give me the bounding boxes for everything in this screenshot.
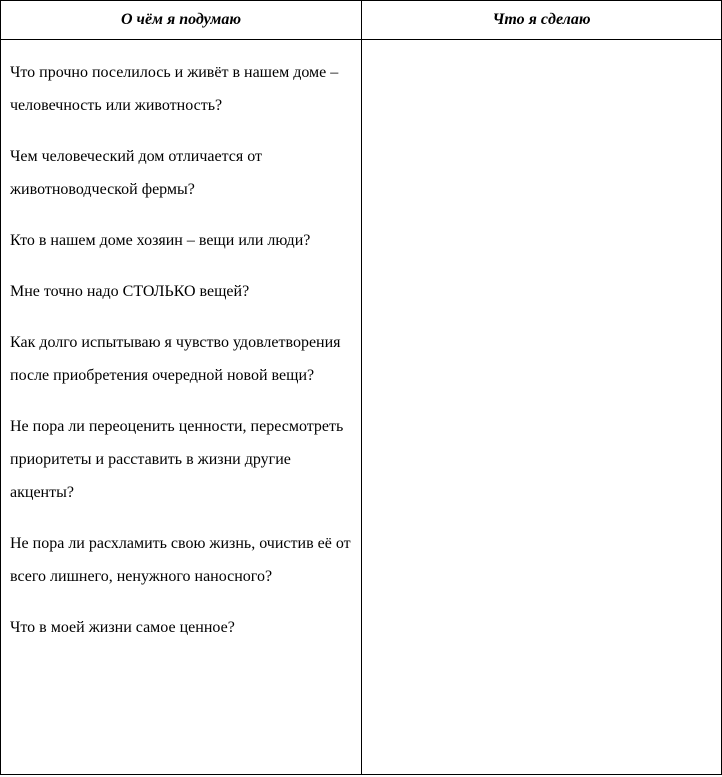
question-item: Что прочно поселилось и живёт в нашем доме – человечность или животность? xyxy=(10,64,339,114)
question-item: Как долго испытываю я чувство удовлетворения после приобретения очередной новой вещи? xyxy=(10,334,341,384)
question-item: Мне точно надо СТОЛЬКО вещей? xyxy=(10,283,250,300)
questions-cell xyxy=(1,40,362,775)
header-do: Что я сделаю xyxy=(362,1,722,40)
header-think: О чём я подумаю xyxy=(1,1,362,40)
answer-cell xyxy=(362,40,722,775)
question-item: Не пора ли переоценить ценности, пересмотреть приоритеты и расставить в жизни другие акценты? xyxy=(10,418,344,501)
header-row xyxy=(1,1,722,40)
question-item: Чем человеческий дом отличается от животноводческой фермы? xyxy=(10,148,263,198)
content-row xyxy=(1,40,722,775)
question-item: Кто в нашем доме хозяин – вещи или люди? xyxy=(10,232,311,249)
question-item: Что в моей жизни самое ценное? xyxy=(10,619,235,636)
question-list xyxy=(1,40,361,644)
question-item: Не пора ли расхламить свою жизнь, очистив её от всего лишнего, ненужного наносного? xyxy=(10,535,351,585)
